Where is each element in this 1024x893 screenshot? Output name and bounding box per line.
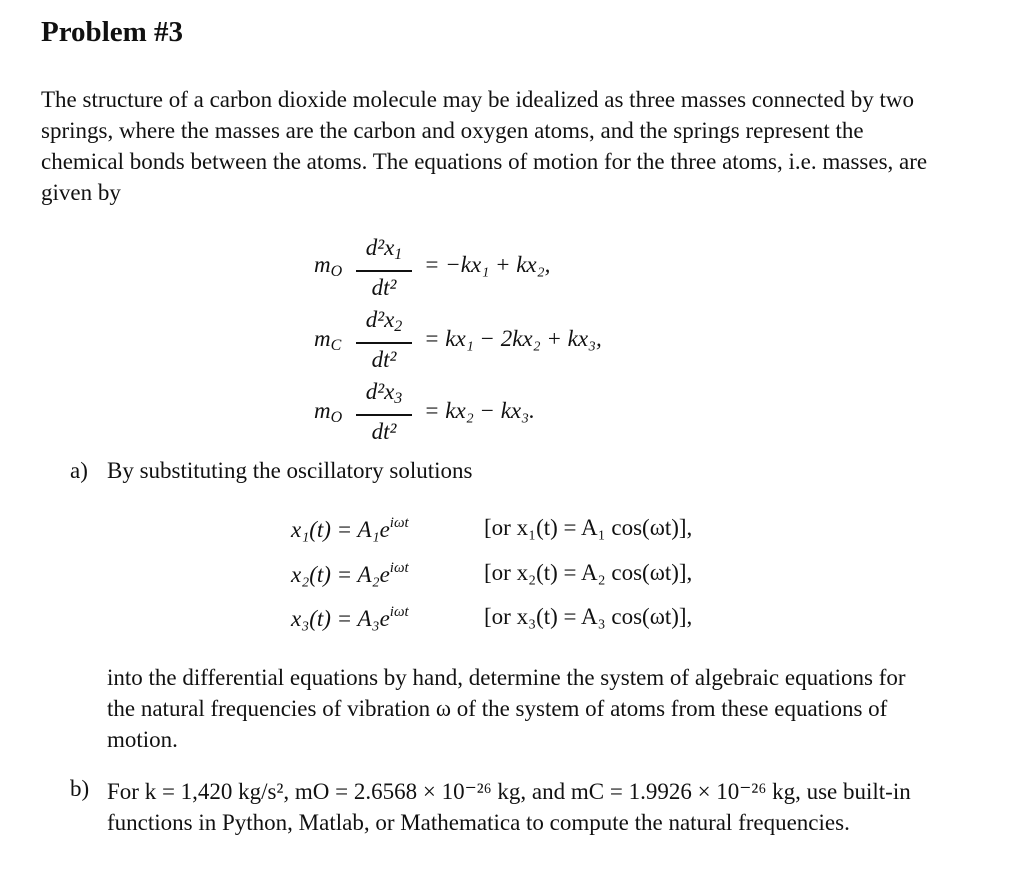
eq3-fraction: $d^2x_3$ dt² [356,378,412,445]
solution-3-alt: [or x₃(t) = A₃ cos(ωt)], [484,604,693,629]
eq1-mass: $m_O$ [314,252,343,280]
solution-2: $x_2(t) = A_2e^{i\omega t}$ [291,560,409,587]
solution-1: $x_1(t) = A_1e^{i\omega t}$ [291,515,409,542]
eq3-rhs: = kx₂ − kx₃. [424,398,535,423]
solution-2-alt: [or x₂(t) = A₂ cos(ωt)], [484,560,693,585]
part-a-tail: into the differential equations by hand, determine the system of algebraic equations for the natural frequencies of vibration ω of the system of atoms from these equations of motion. [107,665,906,752]
part-a-lead: By substituting the oscillatory solutions [107,458,473,483]
eq3-mass: $m_O$ [314,398,343,426]
part-b-text: For k = 1,420 kg/s², mO = 2.6568 × 10⁻²⁶ kg, and mC = 1.9926 × 10⁻²⁶ kg, use built-in functions in Python, Matlab, or Mathematica to compute the natural frequencies. [107,779,911,835]
problem-title: Problem #3 [41,16,184,48]
part-a-label: a) [70,458,88,483]
part-b-label: b) [70,776,90,801]
solution-1-alt: [or x₁(t) = A₁ cos(ωt)], [484,515,693,540]
solution-3: $x_3(t) = A_3e^{i\omega t}$ [291,604,409,631]
eq1-fraction: $d^2x_1$ dt² [356,234,412,301]
intro-paragraph: The structure of a carbon dioxide molecule may be idealized as three masses connected by two springs, where the masses are the carbon and oxygen atoms, and the springs represent the chemical bonds between the atoms. The equations of motion for the three atoms, i.e. masses, are given by [41,87,928,205]
eq2-mass: $m_C$ [314,326,342,354]
eq2-fraction: $d^2x_2$ dt² [356,306,412,373]
eq2-rhs: = kx₁ − 2kx₂ + kx₃, [424,326,602,351]
eq1-rhs: = −kx₁ + kx₂, [424,252,551,277]
